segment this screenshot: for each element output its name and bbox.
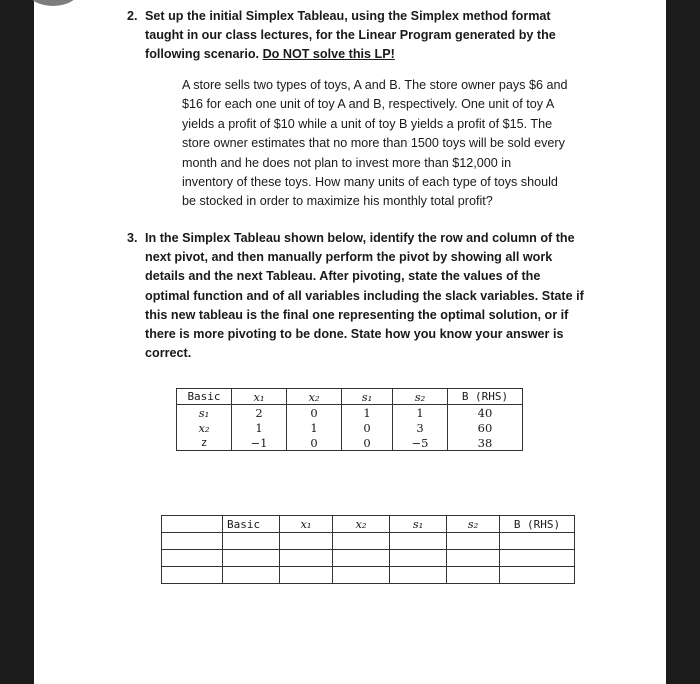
table-row: [177, 435, 523, 451]
question-3-line: In the Simplex Tableau shown below, identify the row and column of the: [145, 231, 575, 245]
empty-row: [162, 550, 575, 567]
question-2-line-3: [145, 45, 585, 64]
header-basic: Basic: [177, 389, 232, 405]
empty-cell: [280, 533, 333, 550]
scenario-line: month and he does not plan to invest more than $12,000 in: [182, 155, 512, 170]
question-3-line: this new tableau is the final one representing the optimal solution, or if: [145, 307, 569, 322]
empty-row: [162, 567, 575, 584]
empty-cell: [280, 567, 333, 584]
basic-cell: z: [177, 435, 232, 451]
question-3-line: next pivot, and then manually perform the pivot by showing all work: [145, 250, 553, 265]
scenario-line: inventory of these toys. How many units of each type of toys should: [182, 175, 558, 190]
table-cell: −5: [393, 435, 448, 451]
question-3-number: 3.: [127, 231, 138, 245]
basic-cell: x₂: [177, 420, 232, 435]
table-cell: 38: [448, 435, 523, 451]
empty-header: [162, 516, 223, 533]
empty-cell: [447, 533, 500, 550]
empty-cell: [390, 550, 447, 567]
table-cell: −1: [232, 435, 287, 451]
empty-cell: [500, 567, 575, 584]
table-cell: 1: [393, 405, 448, 421]
basic-cell: s₁: [177, 405, 232, 421]
left-dark-border: [0, 0, 34, 684]
table-cell: 1: [342, 405, 393, 421]
empty-cell: [162, 550, 223, 567]
scenario-paragraph: [182, 76, 602, 212]
simplex-tableau: [176, 388, 523, 451]
header-s1: s₁: [342, 389, 393, 405]
table-cell: 0: [342, 435, 393, 451]
empty-tableau: [161, 515, 575, 584]
empty-tableau-header-row: [162, 516, 575, 533]
header-x1: x₁: [280, 516, 333, 533]
header-s1: s₁: [390, 516, 447, 533]
empty-cell: [280, 550, 333, 567]
header-s2: s₂: [393, 389, 448, 405]
empty-cell: [333, 550, 390, 567]
right-dark-border: [666, 0, 700, 684]
empty-cell: [333, 533, 390, 550]
empty-cell: [223, 550, 280, 567]
question-2-line-1: Set up the initial Simplex Tableau, using the Simplex method format: [145, 9, 551, 23]
table-cell: 3: [393, 420, 448, 435]
table-cell: 1: [287, 420, 342, 435]
question-3-line: optimal function and of all variables including the slack variables. State if: [145, 288, 584, 303]
scenario-line: $16 for each one unit of toy A and B, respectively. One unit of toy A: [182, 97, 555, 112]
empty-cell: [500, 533, 575, 550]
empty-cell: [223, 533, 280, 550]
table-cell: 0: [287, 405, 342, 421]
question-3-line: details and the next Tableau. After pivoting, state the values of the: [145, 269, 541, 284]
header-rhs: B (RHS): [500, 516, 575, 533]
header-basic: Basic: [223, 516, 280, 533]
table-cell: 0: [287, 435, 342, 451]
scenario-line: A store sells two types of toys, A and B. The store owner pays $6 and: [182, 78, 568, 92]
question-3-line: correct.: [145, 346, 192, 361]
question-3: [127, 229, 605, 363]
empty-cell: [333, 567, 390, 584]
scenario-line: store owner estimates that no more than 1500 toys will be sold every: [182, 136, 565, 151]
empty-cell: [447, 567, 500, 584]
table-cell: 2: [232, 405, 287, 421]
empty-cell: [390, 533, 447, 550]
table-row: [177, 405, 523, 421]
empty-cell: [162, 533, 223, 550]
tableau-header-row: [177, 389, 523, 405]
empty-row: [162, 533, 575, 550]
table-cell: 40: [448, 405, 523, 421]
scenario-line: be stocked in order to maximize his monthly total profit?: [182, 194, 493, 209]
header-x1: x₁: [232, 389, 287, 405]
question-2-line-3-text: following scenario.: [145, 47, 263, 61]
header-x2: x₂: [287, 389, 342, 405]
header-rhs: B (RHS): [448, 389, 523, 405]
question-2-number: 2.: [127, 9, 138, 23]
empty-cell: [162, 567, 223, 584]
empty-cell: [500, 550, 575, 567]
table-cell: 0: [342, 420, 393, 435]
header-x2: x₂: [333, 516, 390, 533]
corner-shadow: [28, 0, 78, 6]
empty-cell: [390, 567, 447, 584]
table-cell: 60: [448, 420, 523, 435]
empty-cell: [447, 550, 500, 567]
table-cell: 1: [232, 420, 287, 435]
scenario-line: yields a profit of $10 while a unit of toy B yields a profit of $15. The: [182, 116, 553, 131]
table-row: [177, 420, 523, 435]
question-3-line: there is more pivoting to be done. State how you know your answer is: [145, 327, 564, 342]
question-2: [127, 7, 585, 64]
header-s2: s₂: [447, 516, 500, 533]
do-not-solve-note: Do NOT solve this LP!: [262, 47, 395, 61]
empty-cell: [223, 567, 280, 584]
question-2-line-2: taught in our class lectures, for the Linear Program generated by the: [145, 28, 556, 42]
